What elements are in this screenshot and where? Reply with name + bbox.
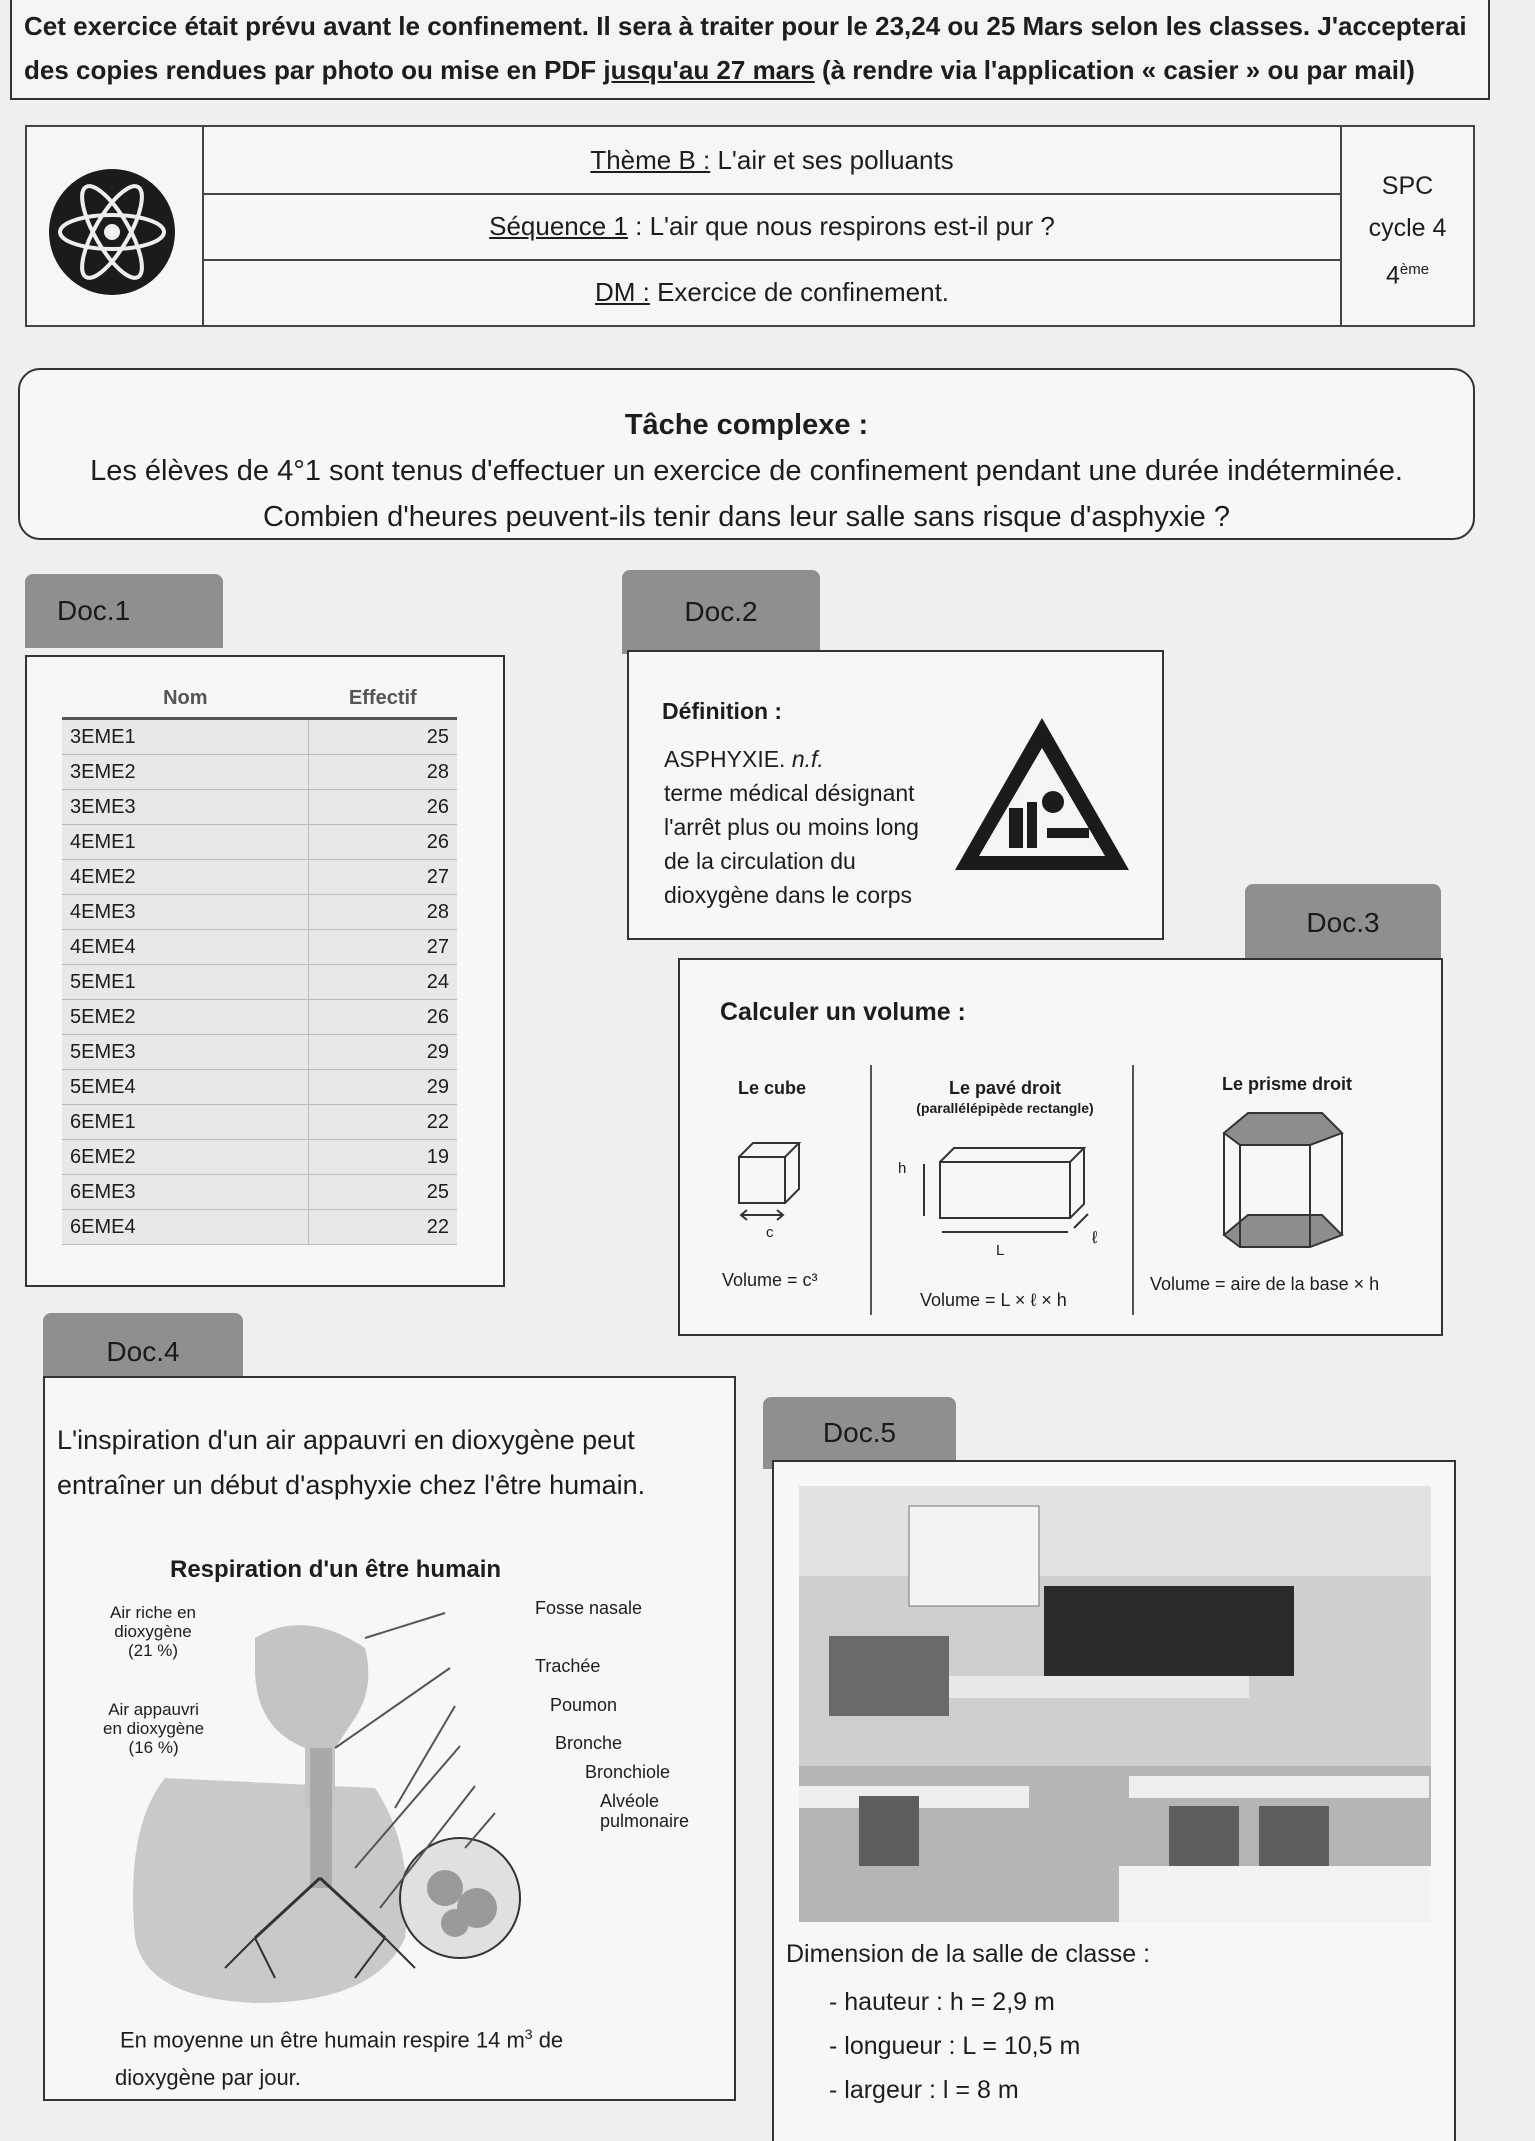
class-name-cell: 6EME1: [62, 1105, 309, 1140]
room-dimension-title: Dimension de la salle de classe :: [786, 1940, 1151, 1968]
doc2-box: [627, 650, 1164, 940]
task-title: Tâche complexe :: [624, 409, 869, 441]
pave-subtitle: (parallélépipède rectangle): [916, 1100, 1094, 1116]
pave-l-label: ℓ: [1092, 1228, 1098, 1247]
pave-L-label: L: [996, 1242, 1005, 1259]
task-box: [18, 368, 1475, 540]
task-line-1: Les élèves de 4°1 sont tenus d'effectuer un exercice de confinement pendant une durée indéterminée.: [90, 455, 1403, 487]
doc4-tab: Doc.4: [43, 1313, 243, 1391]
pave-icon: [910, 1140, 1110, 1250]
class-name-cell: 3EME2: [62, 755, 309, 790]
definition-title: Définition :: [662, 698, 783, 724]
cube-label: c: [766, 1224, 774, 1241]
asphyxia-warning-icon: [947, 710, 1137, 880]
class-count-cell: 28: [309, 755, 457, 790]
logo-cell: [27, 127, 204, 325]
room-length: - longueur : L = 10,5 m: [829, 2032, 1081, 2060]
room-height: - hauteur : h = 2,9 m: [829, 1988, 1055, 2016]
header-table: [25, 125, 1475, 327]
room-dimension-list: [829, 1980, 1080, 2112]
prisme-formula: Volume = aire de la base × h: [1150, 1274, 1380, 1294]
table-row: [62, 860, 457, 895]
cube-formula: Volume = c³: [722, 1270, 818, 1290]
class-count-cell: 26: [309, 790, 457, 825]
class-name-cell: 4EME2: [62, 860, 309, 895]
class-count-cell: 22: [309, 1105, 457, 1140]
cycle-text: cycle 4: [1368, 214, 1447, 242]
notice-line-1: Cet exercice était prévu avant le confinement. Il sera à traiter pour le 23,24 ou 25 Mars selon les classes. J'accepterai: [24, 11, 1467, 41]
classroom-photo: [799, 1486, 1431, 1922]
label-bronchiole: Bronchiole: [585, 1762, 671, 1782]
label-poumon: Poumon: [550, 1695, 618, 1715]
table-row: [62, 719, 457, 755]
doc3-tab: Doc.3: [1245, 884, 1441, 962]
label-bronche: Bronche: [555, 1733, 623, 1753]
class-name-cell: 3EME3: [62, 790, 309, 825]
doc1-tab: Doc.1: [25, 574, 223, 648]
header-effectif: Effectif: [309, 679, 457, 719]
air-poor-label: Air appauvri en dioxygène (16 %): [103, 1700, 205, 1757]
class-table-body: [62, 719, 457, 1245]
theme-row: Thème B : L'air et ses polluants: [204, 127, 1340, 195]
class-name-cell: 6EME3: [62, 1175, 309, 1210]
class-name-cell: 5EME1: [62, 965, 309, 1000]
doc1-box: [25, 655, 505, 1287]
volume-title: Calculer un volume :: [720, 998, 966, 1026]
class-name-cell: 4EME3: [62, 895, 309, 930]
atom-icon: [27, 127, 202, 325]
definition-text: ASPHYXIE. n.f. terme médical désignant l'arrêt plus ou moins long de la circulation du dioxygène dans le corps: [664, 746, 919, 908]
class-name-cell: 4EME1: [62, 825, 309, 860]
level-cell: [1340, 127, 1473, 325]
class-count-cell: 25: [309, 719, 457, 755]
pave-formula: Volume = L × ℓ × h: [920, 1290, 1067, 1310]
doc4-intro: L'inspiration d'un air appauvri en dioxygène peut entraîner un début d'asphyxie chez l'être humain.: [57, 1425, 646, 1500]
class-name-cell: 5EME4: [62, 1070, 309, 1105]
class-count-cell: 28: [309, 895, 457, 930]
class-count-cell: 29: [309, 1035, 457, 1070]
dm-row: DM : Exercice de confinement.: [594, 276, 950, 307]
class-table: [62, 679, 457, 1245]
table-row: [62, 1070, 457, 1105]
notice-line-2: des copies rendues par photo ou mise en PDF jusqu'au 27 mars (à rendre via l'application « casier » ou par mail): [24, 55, 1415, 85]
doc5-box: [772, 1460, 1456, 2141]
table-row: [62, 1000, 457, 1035]
class-name-cell: 6EME4: [62, 1210, 309, 1245]
table-row: [62, 1210, 457, 1245]
class-count-cell: 24: [309, 965, 457, 1000]
table-row: [62, 1140, 457, 1175]
level-text: 4ème: [1385, 261, 1430, 290]
pave-title: Le pavé droit: [948, 1078, 1062, 1098]
deadline-text: jusqu'au 27 mars: [603, 55, 815, 85]
room-width: - largeur : l = 8 m: [829, 2076, 1019, 2104]
divider-2: [1132, 1065, 1134, 1315]
cube-title: Le cube: [738, 1078, 807, 1098]
divider-1: [870, 1065, 872, 1315]
doc2-tab: Doc.2: [622, 570, 820, 654]
doc5-tab: Doc.5: [763, 1397, 956, 1469]
class-count-cell: 26: [309, 1000, 457, 1035]
pave-h-label: h: [898, 1160, 907, 1177]
label-fosse-nasale: Fosse nasale: [535, 1598, 643, 1618]
label-trachee: Trachée: [535, 1656, 601, 1676]
cube-icon: [735, 1135, 815, 1225]
table-row: [62, 965, 457, 1000]
table-row: [62, 1175, 457, 1210]
class-name-cell: 3EME1: [62, 719, 309, 755]
label-alveole: Alvéole pulmonaire: [600, 1791, 690, 1831]
table-row: [62, 1105, 457, 1140]
table-row: [62, 895, 457, 930]
table-row: [62, 930, 457, 965]
class-name-cell: 5EME2: [62, 1000, 309, 1035]
class-count-cell: 26: [309, 825, 457, 860]
prisme-title: Le prisme droit: [1221, 1074, 1353, 1094]
class-count-cell: 27: [309, 860, 457, 895]
table-row: [62, 755, 457, 790]
air-rich-label: Air riche en dioxygène (21 %): [110, 1603, 196, 1660]
class-name-cell: 6EME2: [62, 1140, 309, 1175]
sequence-row: Séquence 1 : L'air que nous respirons est-il pur ?: [204, 193, 1340, 261]
table-row: [62, 825, 457, 860]
task-line-2: Combien d'heures peuvent-ils tenir dans leur salle sans risque d'asphyxie ?: [263, 501, 1230, 533]
class-count-cell: 29: [309, 1070, 457, 1105]
prisme-icon: [1210, 1105, 1350, 1275]
table-row: [62, 1035, 457, 1070]
class-count-cell: 22: [309, 1210, 457, 1245]
notice-banner: [10, 0, 1490, 100]
class-count-cell: 27: [309, 930, 457, 965]
subject-text: SPC: [1381, 172, 1434, 200]
class-name-cell: 5EME3: [62, 1035, 309, 1070]
doc4-box: [43, 1376, 736, 2101]
respiration-title: Respiration d'un être humain: [170, 1556, 502, 1583]
header-nom: Nom: [62, 679, 309, 719]
class-name-cell: 4EME4: [62, 930, 309, 965]
doc3-box: [678, 958, 1443, 1336]
class-count-cell: 25: [309, 1175, 457, 1210]
class-count-cell: 19: [309, 1140, 457, 1175]
doc4-footer: En moyenne un être humain respire 14 $m^3$ de dioxygène par jour.: [115, 2026, 564, 2091]
table-row: [62, 790, 457, 825]
